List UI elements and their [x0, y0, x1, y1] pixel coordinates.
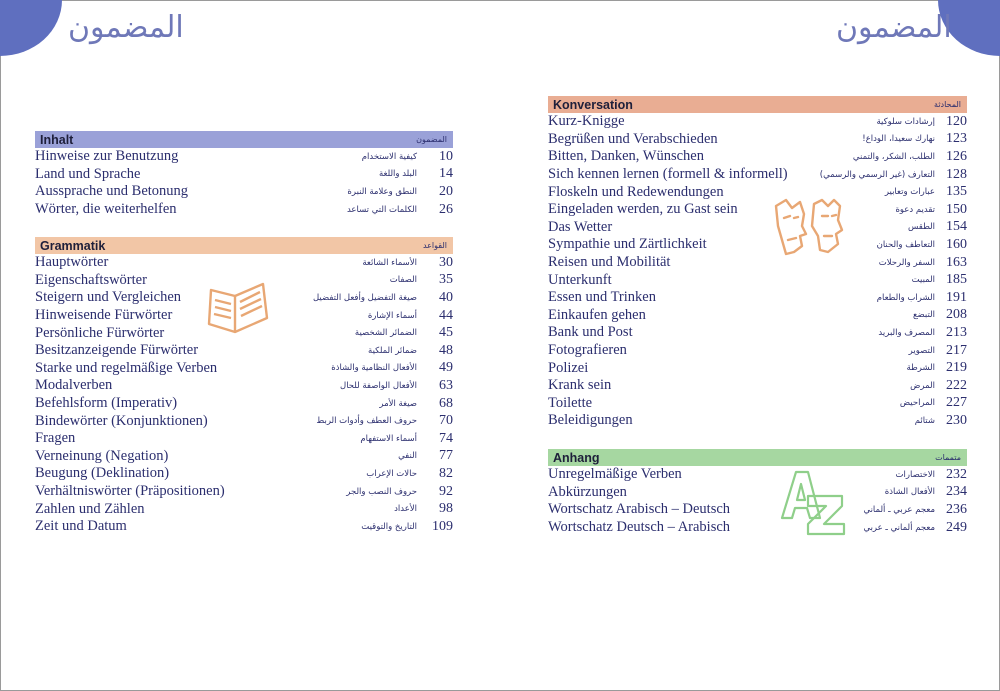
toc-entry[interactable] — [548, 484, 967, 502]
toc-entry[interactable] — [548, 289, 967, 307]
toc-entry-title-arabic: التاريخ والتوقيت — [361, 521, 417, 532]
toc-entry[interactable] — [548, 148, 967, 166]
toc-entry-page-number: 40 — [439, 289, 453, 305]
toc-entry-page-number: 208 — [946, 307, 967, 323]
section-anhang — [548, 449, 967, 536]
toc-entry-page-number: 14 — [439, 166, 453, 182]
toc-entry-page-number: 154 — [946, 219, 967, 235]
toc-entry-title-arabic: النطق وعلامة النبرة — [347, 186, 417, 197]
section-title-arabic: القواعد — [422, 241, 447, 250]
toc-entry-title: Abkürzungen — [548, 483, 627, 500]
toc-entry[interactable] — [35, 430, 453, 448]
toc-entry-title: Hinweise zur Benutzung — [35, 148, 179, 165]
toc-entry-title: Unterkunft — [548, 271, 612, 288]
toc-entry[interactable] — [548, 412, 967, 430]
toc-entry-title: Polizei — [548, 359, 589, 376]
section-title-arabic: متممات — [935, 453, 961, 462]
section-inhalt — [35, 131, 453, 218]
toc-entry-page-number: 128 — [946, 166, 967, 182]
toc-entry[interactable] — [35, 166, 453, 184]
toc-entry[interactable] — [548, 219, 967, 237]
toc-entry-title-arabic: الطلب، الشكر، والتمني — [852, 151, 935, 162]
toc-entry-page-number: 77 — [439, 448, 453, 464]
toc-entry-title-arabic: المراحيض — [899, 398, 935, 409]
toc-entry-title-arabic: الصفات — [389, 275, 417, 286]
toc-entry-title: Einkaufen gehen — [548, 306, 646, 323]
toc-entry-title-arabic: تقديم دعوة — [895, 204, 935, 215]
toc-entry[interactable] — [548, 271, 967, 289]
toc-entry-title: Unregelmäßige Verben — [548, 466, 682, 483]
toc-entry-title: Reisen und Mobilität — [548, 254, 671, 271]
toc-entry-title-arabic: التعاطف والحنان — [876, 239, 935, 250]
section-title: Konversation — [553, 97, 633, 112]
toc-entry-title: Krank sein — [548, 377, 612, 394]
toc-entry-page-number: 70 — [439, 413, 453, 429]
toc-entry-title-arabic: كيفية الاستخدام — [361, 151, 417, 162]
toc-entry-title: Hinweisende Fürwörter — [35, 307, 173, 324]
section-title-arabic: المحادثة — [934, 100, 961, 109]
toc-entry-title-arabic: شتائم — [914, 415, 935, 426]
toc-entry-page-number: 135 — [946, 184, 967, 200]
toc-entry[interactable] — [548, 201, 967, 219]
toc-entry[interactable] — [35, 483, 453, 501]
toc-entry-page-number: 120 — [946, 113, 967, 129]
section-konversation — [548, 96, 967, 430]
toc-entry-title: Wortschatz Deutsch – Arabisch — [548, 519, 731, 536]
toc-entry-title-arabic: معجم عربي ـ ألماني — [863, 504, 935, 515]
section-title: Inhalt — [40, 132, 74, 147]
toc-entry-page-number: 150 — [946, 201, 967, 217]
toc-entry[interactable] — [35, 360, 453, 378]
toc-entry-title: Bitten, Danken, Wünschen — [548, 148, 704, 165]
a-to-z-icon — [778, 466, 848, 536]
toc-list — [548, 113, 967, 430]
toc-entry-page-number: 44 — [439, 307, 453, 323]
toc-entry-title-arabic: صيغة الأمر — [379, 398, 417, 409]
section-title: Grammatik — [40, 238, 106, 253]
toc-entry-title-arabic: حروف النصب والجر — [346, 486, 417, 497]
toc-entry[interactable] — [35, 395, 453, 413]
toc-entry-page-number: 230 — [946, 412, 967, 428]
toc-entry-title-arabic: حروف العطف وأدوات الربط — [316, 416, 417, 427]
toc-entry-title: Begrüßen und Verabschieden — [548, 130, 718, 147]
toc-entry-title-arabic: المصرف والبريد — [878, 327, 935, 338]
toc-entry-page-number: 49 — [439, 360, 453, 376]
toc-entry-title: Wortschatz Arabisch – Deutsch — [548, 501, 731, 518]
toc-entry[interactable] — [548, 166, 967, 184]
toc-entry-title-arabic: معجم ألماني ـ عربي — [863, 522, 935, 533]
toc-entry-title-arabic: عبارات وتعابير — [884, 187, 935, 198]
toc-entry-title: Fotografieren — [548, 342, 627, 359]
toc-entry-page-number: 213 — [946, 324, 967, 340]
toc-entry-title: Befehlsform (Imperativ) — [35, 395, 178, 412]
toc-entry-page-number: 45 — [439, 325, 453, 341]
toc-entry-title-arabic: الأعداد — [394, 504, 417, 515]
toc-entry-title-arabic: المبيت — [911, 275, 935, 286]
toc-entry-page-number: 109 — [432, 518, 453, 534]
toc-entry-page-number: 249 — [946, 519, 967, 535]
toc-entry[interactable] — [35, 412, 453, 430]
toc-entry-title-arabic: البلد واللغة — [378, 169, 417, 180]
toc-entry[interactable] — [548, 342, 967, 360]
toc-entry-title: Kurz-Knigge — [548, 113, 625, 130]
toc-entry[interactable] — [548, 519, 967, 537]
toc-entry-title-arabic: إرشادات سلوكية — [876, 116, 935, 127]
toc-entry[interactable] — [548, 131, 967, 149]
toc-entry-title: Wörter, die weiterhelfen — [35, 201, 177, 218]
toc-entry-title-arabic: التبضع — [913, 310, 935, 321]
toc-list — [35, 148, 453, 218]
toc-entry-title-arabic: أسماء الاستفهام — [360, 433, 417, 444]
toc-entry[interactable] — [35, 148, 453, 166]
toc-entry-page-number: 191 — [946, 289, 967, 305]
section-title: Anhang — [553, 450, 600, 465]
toc-entry-title-arabic: صيغة التفضيل وأفعل التفضيل — [313, 292, 417, 303]
section-title-arabic: المضمون — [416, 135, 447, 144]
toc-entry-page-number: 219 — [946, 360, 967, 376]
toc-entry-page-number: 227 — [946, 395, 967, 411]
toc-entry-page-number: 236 — [946, 501, 967, 517]
section-header-inhalt — [35, 131, 453, 148]
toc-entry-title-arabic: النفي — [398, 451, 417, 462]
toc-entry-title-arabic: الشراب والطعام — [876, 292, 935, 303]
toc-entry[interactable] — [35, 183, 453, 201]
toc-entry-title-arabic: حالات الإعراب — [366, 468, 417, 479]
toc-entry-page-number: 63 — [439, 377, 453, 393]
toc-entry-page-number: 232 — [946, 466, 967, 482]
toc-entry-page-number: 48 — [439, 342, 453, 358]
toc-entry-page-number: 163 — [946, 254, 967, 270]
section-header-anhang — [548, 449, 967, 466]
toc-entry-title-arabic: الأفعال الواصفة للحال — [340, 380, 417, 391]
toc-entry-title: Sich kennen lernen (formell & informell) — [548, 166, 788, 183]
toc-entry-page-number: 74 — [439, 430, 453, 446]
toc-entry-page-number: 68 — [439, 395, 453, 411]
toc-entry[interactable] — [548, 501, 967, 519]
toc-entry-title: Eigenschaftswörter — [35, 271, 147, 288]
open-book-icon — [205, 280, 271, 336]
toc-entry-title: Eingeladen werden, zu Gast sein — [548, 201, 738, 218]
toc-entry[interactable] — [548, 466, 967, 484]
toc-entry[interactable] — [35, 448, 453, 466]
section-header-konversation — [548, 96, 967, 113]
toc-entry-page-number: 10 — [439, 148, 453, 164]
toc-entry-title: Zeit und Datum — [35, 518, 127, 535]
toc-entry-title-arabic: ضمائر الملكية — [368, 345, 417, 356]
toc-entry-title: Toilette — [548, 394, 593, 411]
toc-entry-title-arabic: أسماء الإشارة — [367, 310, 417, 321]
page-title-right: المضمون — [836, 10, 952, 45]
toc-entry[interactable] — [548, 113, 967, 131]
toc-entry[interactable] — [35, 518, 453, 536]
toc-entry-page-number: 92 — [439, 483, 453, 499]
toc-entry-title-arabic: الأفعال الشاذة — [884, 487, 935, 498]
toc-entry-title-arabic: الضمائر الشخصية — [354, 328, 417, 339]
toc-list — [548, 466, 967, 536]
toc-entry-title: Land und Sprache — [35, 165, 141, 182]
toc-entry[interactable] — [35, 465, 453, 483]
toc-entry-page-number: 30 — [439, 254, 453, 270]
toc-entry-title-arabic: الطقس — [907, 222, 935, 233]
toc-entry-title: Hauptwörter — [35, 254, 109, 271]
toc-entry-title-arabic: المرض — [910, 380, 935, 391]
toc-entry[interactable] — [548, 307, 967, 325]
toc-entry-title: Steigern und Vergleichen — [35, 289, 182, 306]
toc-entry-title-arabic: الأسماء الشائعة — [362, 257, 417, 268]
toc-entry[interactable] — [548, 183, 967, 201]
toc-entry-page-number: 20 — [439, 183, 453, 199]
toc-entry-title-arabic: الشرطة — [906, 363, 935, 374]
toc-entry-title: Fragen — [35, 430, 76, 447]
toc-entry-title: Sympathie und Zärtlichkeit — [548, 236, 707, 253]
toc-entry-page-number: 26 — [439, 201, 453, 217]
toc-entry[interactable] — [35, 377, 453, 395]
toc-entry[interactable] — [548, 254, 967, 272]
toc-entry[interactable] — [35, 500, 453, 518]
toc-entry-title-arabic: السفر والرحلات — [878, 257, 935, 268]
toc-entry[interactable] — [548, 377, 967, 395]
toc-entry-title: Verneinung (Negation) — [35, 447, 169, 464]
toc-entry[interactable] — [548, 359, 967, 377]
two-faces-icon — [770, 196, 846, 258]
toc-entry-title: Persönliche Fürwörter — [35, 324, 165, 341]
toc-entry-title-arabic: الأفعال النظامية والشاذة — [331, 363, 417, 374]
toc-entry-title: Floskeln und Redewendungen — [548, 183, 724, 200]
toc-entry-title: Aussprache und Betonung — [35, 183, 189, 200]
toc-entry-page-number: 82 — [439, 465, 453, 481]
toc-entry-title: Zahlen und Zählen — [35, 500, 145, 517]
toc-entry-title-arabic: التعارف (غير الرسمي والرسمي) — [819, 169, 935, 180]
toc-entry[interactable] — [35, 254, 453, 272]
toc-entry-page-number: 234 — [946, 484, 967, 500]
toc-entry-title: Starke und regelmäßige Verben — [35, 359, 218, 376]
section-header-grammatik — [35, 237, 453, 254]
toc-entry-page-number: 222 — [946, 377, 967, 393]
toc-entry-title: Bank und Post — [548, 324, 633, 341]
toc-entry-page-number: 217 — [946, 342, 967, 358]
toc-entry-title: Beugung (Deklination) — [35, 465, 170, 482]
toc-entry[interactable] — [35, 342, 453, 360]
toc-entry-title: Verhältniswörter (Präpositionen) — [35, 483, 225, 500]
page-title-left: المضمون — [68, 10, 184, 45]
toc-entry[interactable] — [548, 395, 967, 413]
toc-entry-page-number: 126 — [946, 148, 967, 164]
toc-entry-title-arabic: الاختصارات — [895, 469, 935, 480]
toc-entry[interactable] — [35, 201, 453, 219]
toc-entry-title: Modalverben — [35, 377, 113, 394]
toc-entry-title: Essen und Trinken — [548, 289, 656, 306]
toc-entry[interactable] — [548, 324, 967, 342]
toc-entry-page-number: 35 — [439, 272, 453, 288]
toc-entry-title: Beleidigungen — [548, 412, 633, 429]
toc-entry-title-arabic: نهارك سعيدا، الوداع! — [862, 134, 935, 145]
toc-entry-title-arabic: الكلمات التي تساعد — [346, 204, 417, 215]
toc-entry-page-number: 160 — [946, 236, 967, 252]
toc-entry-title: Bindewörter (Konjunktionen) — [35, 412, 208, 429]
toc-entry[interactable] — [548, 236, 967, 254]
toc-entry-page-number: 98 — [439, 501, 453, 517]
toc-entry-title-arabic: التصوير — [908, 345, 935, 356]
toc-entry-page-number: 123 — [946, 131, 967, 147]
toc-entry-page-number: 185 — [946, 272, 967, 288]
toc-entry-title: Das Wetter — [548, 218, 613, 235]
toc-entry-title: Besitzanzeigende Fürwörter — [35, 342, 199, 359]
